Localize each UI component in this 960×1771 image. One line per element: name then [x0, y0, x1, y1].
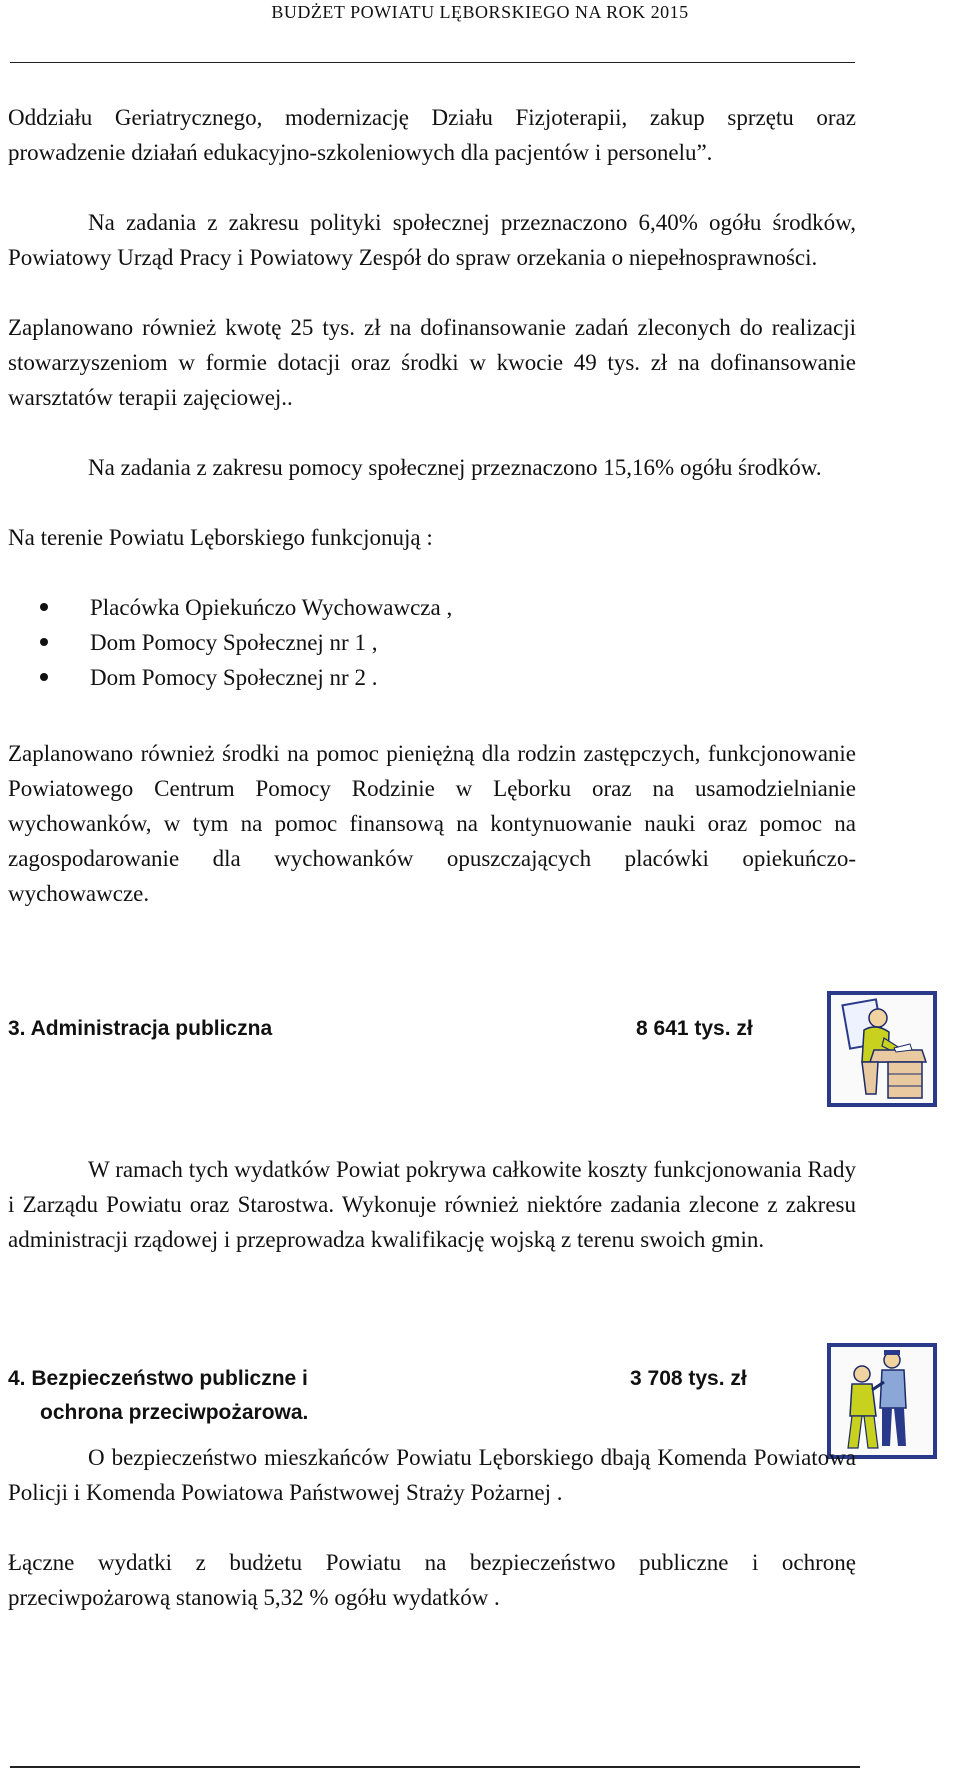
paragraph-social-policy: Na zadania z zakresu polityki społecznej przeznaczono 6,40% ogółu środków, Powiatowy Urząd Pracy i Powiatowy Zespół do spraw orzekania o niepełnosprawności.	[8, 210, 856, 270]
section-3-amount: 8 641 tys. zł	[636, 1017, 753, 1040]
section-4-title-line2: ochrona przeciwpożarowa.	[40, 1401, 309, 1424]
bullet-icon	[40, 673, 48, 681]
section-4-amount: 3 708 tys. zł	[630, 1367, 747, 1390]
list-item: Dom Pomocy Społecznej nr 2 .	[8, 660, 856, 695]
paragraph-safety: O bezpieczeństwo mieszkańców Powiatu Lęborskiego dbają Komenda Powiatowa Policji i Komenda Powiatowa Państwowej Straży Pożarnej .	[8, 1445, 856, 1505]
office-worker-icon	[826, 990, 938, 1108]
list-item: Dom Pomocy Społecznej nr 1 ,	[8, 625, 856, 660]
page-header: BUDŻET POWIATU LĘBORSKIEGO NA ROK 2015	[271, 2, 689, 22]
paragraph-safety-spending: Łączne wydatki z budżetu Powiatu na bezpieczeństwo publiczne i ochronę przeciwpożarową stanowią 5,32 % ogółu wydatków .	[8, 1550, 856, 1610]
paragraph-foster-families: Zaplanowano również środki na pomoc pieniężną dla rodzin zastępczych, funkcjonowanie Powiatowego Centrum Pomocy Rodzinie w Lęborku oraz na usamodzielnianie wychowanków, w tym na pomoc finansową na kontynuowanie nauki oraz pomoc na zagospodarowanie dla wychowanków opuszczających placówki opiekuńczo-wychowawcze.	[8, 741, 856, 906]
paragraph-administration: W ramach tych wydatków Powiat pokrywa całkowite koszty funkcjonowania Rady i Zarządu Powiatu oraz Starostwa. Wykonuje również niektóre zadania zlecone z zakresu administracji rządowej i przeprowadza kwalifikację wojską z terenu swoich gmin.	[8, 1157, 856, 1252]
bullet-icon	[40, 603, 48, 611]
section-4-title: 4. Bezpieczeństwo publiczne i	[8, 1367, 308, 1390]
paragraph-grants: Zaplanowano również kwotę 25 tys. zł na dofinansowanie zadań zleconych do realizacji stowarzyszeniom w formie dotacji oraz środki w kwocie 49 tys. zł na dofinansowanie warsztatów terapii zajęciowej..	[8, 315, 856, 410]
paragraph-social-assistance: Na zadania z zakresu pomocy społecznej przeznaczono 15,16% ogółu środków.	[88, 455, 822, 480]
section-3-title: 3. Administracja publiczna	[8, 1017, 273, 1040]
institutions-list	[8, 590, 856, 695]
list-item: Placówka Opiekuńczo Wychowawcza ,	[8, 590, 856, 625]
bullet-icon	[40, 638, 48, 646]
header-divider	[10, 62, 855, 63]
paragraph-institutions-intro: Na terenie Powiatu Lęborskiego funkcjonują :	[8, 525, 433, 550]
paragraph-geriatric: Oddziału Geriatrycznego, modernizację Działu Fizjoterapii, zakup sprzętu oraz prowadzenie działań edukacyjno-szkoleniowych dla pacjentów i personelu”.	[8, 105, 856, 165]
footer-divider	[10, 1766, 860, 1768]
